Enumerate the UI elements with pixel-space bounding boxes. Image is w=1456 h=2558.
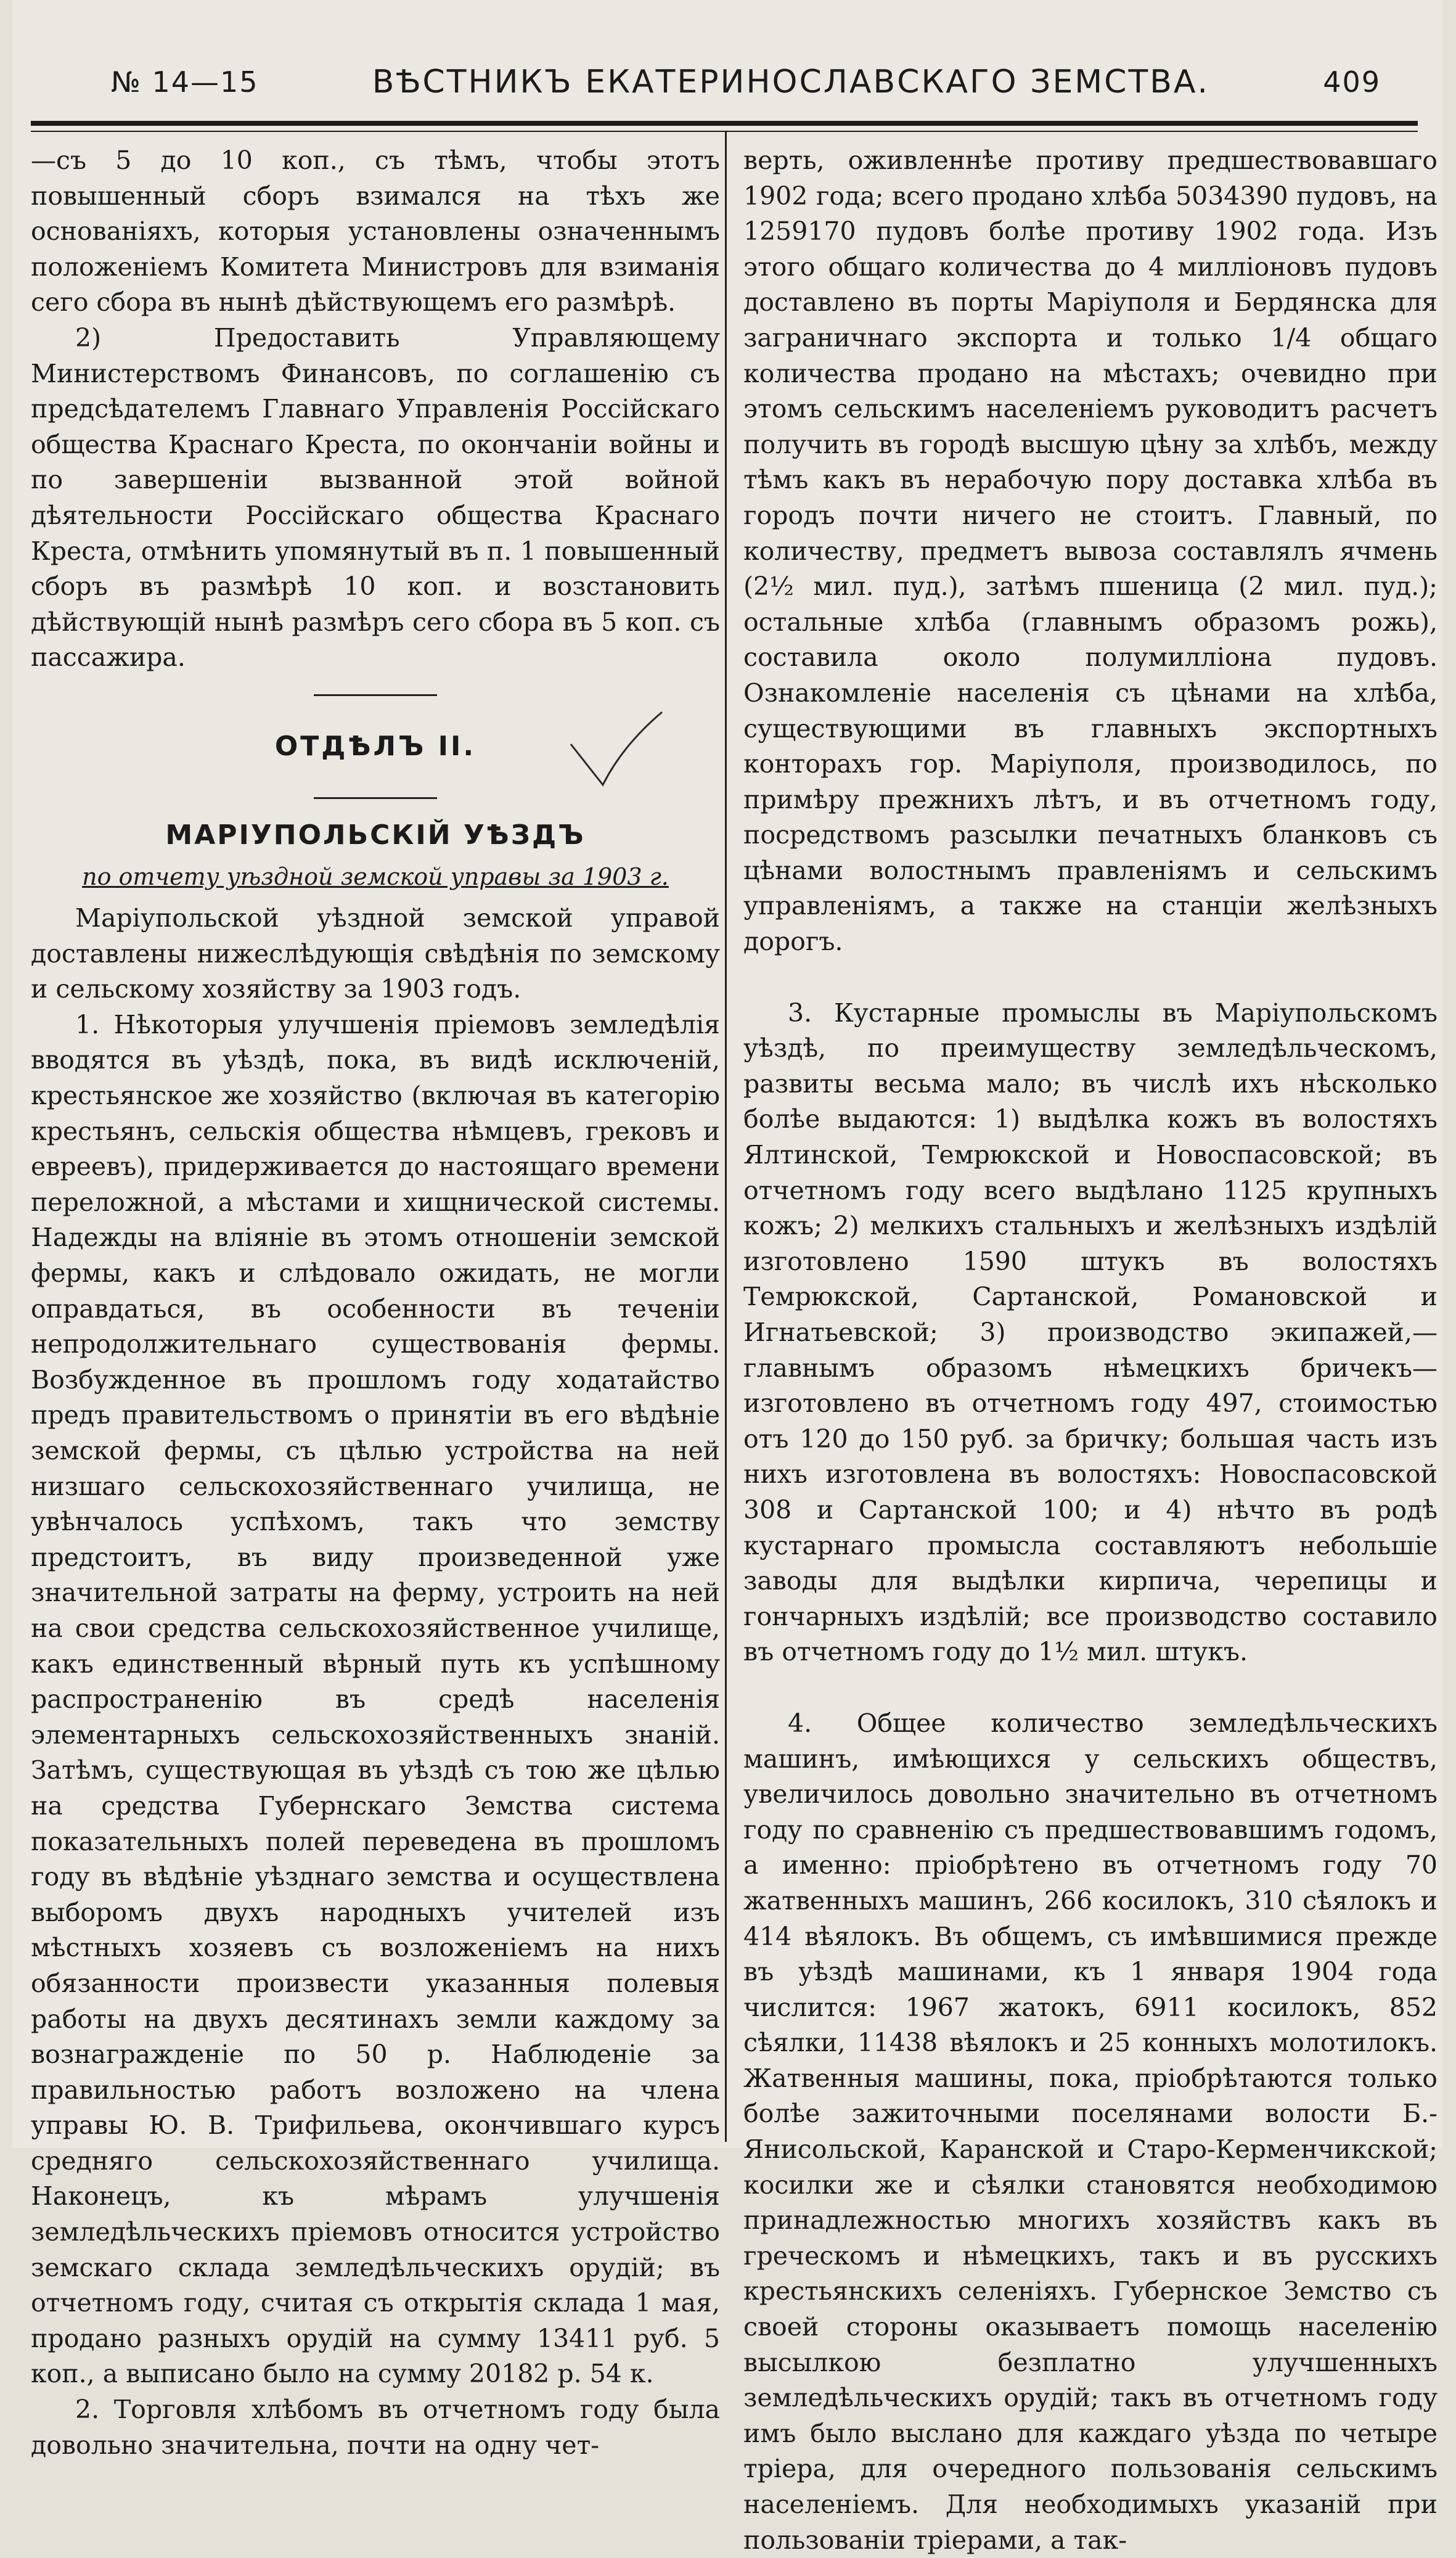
section-rule-bottom [314, 797, 437, 799]
section-title: ОТДѢЛЪ II. [274, 730, 476, 762]
paragraph-gap [743, 1670, 1438, 1706]
point-1-paragraph: 1. Нѣкоторыя улучшенія пріемовъ земледѣлія вводятся въ уѣздѣ, пока, въ видѣ исключеній, крестьянское же хозяйство (включая въ категорію крестьянъ, сельскія общества нѣмцевъ, грековъ и евреевъ), придерживается до настоящаго времени переложной, а мѣстами и хищнической системы. Надежды на вліяніе въ этомъ отношеніи земской фермы, какъ и слѣдовало ожидать, не могли оправдаться, въ особенности въ теченіи непродолжительнаго существованія фермы. Возбужденное въ прошломъ году ходатайство предъ правительствомъ о принятіи въ его вѣдѣніе земской фермы, съ цѣлью устройства на ней низшаго сельскохозяйственнаго училища, не увѣнчалось успѣхомъ, такъ что земству предстоитъ, въ виду произведенной уже значительной затраты на ферму, устроить на ней на свои средства сельскохозяйственное училище, какъ единственный вѣрный путь къ успѣшному распространенію въ средѣ населенія элементарныхъ сельскохозяйственныхъ знаній. Затѣмъ, существующая въ уѣздѣ съ тою же цѣлью на средства Губернскаго Земства система показательныхъ полей переведена въ прошломъ году въ вѣдѣніе уѣзднаго земства и осуществлена выборомъ двухъ народныхъ учителей изъ мѣстныхъ хозяевъ съ возложеніемъ на нихъ обязанности произвести указанныя полевыя работы на двухъ десятинахъ земли каждому за вознагражденіе по 50 р. Наблюденіе за правильностью работъ возложено на члена управы Ю. В. Трифильева, окончившаго курсъ средняго сельскохозяйственнаго училища. Наконецъ, къ мѣрамъ улучшенія земледѣльческихъ пріемовъ относится устройство земскаго склада земледѣльческихъ орудій; въ отчетномъ году, считая съ открытія склада 1 мая, продано разныхъ орудій на сумму 13411 руб. 5 коп., а выписано было на сумму 20182 р. 54 к. [31, 1009, 720, 2389]
section-heading [31, 715, 720, 779]
right-column [743, 143, 1438, 2558]
point-3-paragraph: 3. Кустарные промыслы въ Маріупольскомъ уѣздѣ, по преимуществу земледѣльческомъ, развиты весьма мало; въ числѣ ихъ нѣсколько болѣе выдаются: 1) выдѣлка кожъ въ волостяхъ Ялтинской, Темрюкской и Новоспасовской; въ отчетномъ году всего выдѣлано 1125 крупныхъ кожъ; 2) мелкихъ стальныхъ и желѣзныхъ издѣлій изготовлено 1590 штукъ въ волостяхъ Темрюкской, Сартанской, Романовской и Игнатьевской; 3) производство экипажей,—главнымъ образомъ нѣмецкихъ бричекъ—изготовлено въ отчетномъ году 497, стоимостью отъ 120 до 150 руб. за бричку; большая часть изъ нихъ изготовлена въ волостяхъ: Новоспасовской 308 и Сартанской 100; и 4) нѣчто въ родѣ кустарнаго промысла составляютъ небольшіе заводы для выдѣлки кирпича, черепицы и гончарныхъ издѣлій; все производство составило въ отчетномъ году до 1½ мил. штукъ. [743, 998, 1438, 1667]
checkmark-icon [567, 708, 666, 789]
point-2-paragraph-continued: верть, оживленнѣе противу предшествовавшаго 1902 года; всего продано хлѣба 5034390 пудовъ, на 1259170 пудовъ болѣе противу 1902 года. Изъ этого общаго количества до 4 милліоновъ пудовъ доставлено въ порты Маріуполя и Бердянска для заграничнаго экспорта и только 1/4 общаго количества продано на мѣстахъ; очевидно при этомъ сельскимъ населеніемъ руководитъ расчетъ получить въ городѣ высшую цѣну за хлѣбъ, между тѣмъ какъ въ нерабочую пору доставка хлѣба въ городъ почти ничего не стоитъ. Главный, по количеству, предметъ вывоза составлялъ ячмень (2½ мил. пуд.), затѣмъ пшеница (2 мил. пуд.); остальные хлѣба (главнымъ образомъ рожь), составила около полумилліона пудовъ. Ознакомленіе населенія съ цѣнами на хлѣба, существующими въ главныхъ экспортныхъ конторахъ гор. Маріуполя, производилось, по примѣру прежнихъ лѣтъ, и въ отчетномъ году, посредствомъ разсылки печатныхъ бланковъ съ цѣнами волостнымъ правленіямъ и сельскимъ управленіямъ, а также на станціи желѣзныхъ дорогъ. [743, 146, 1438, 957]
column-divider [725, 132, 727, 2142]
journal-title: ВѢСТНИКЪ ЕКАТЕРИНОСЛАВСКАГО ЗЕМСТВА. [372, 64, 1210, 100]
paragraph-gap [743, 960, 1438, 996]
county-title: МАРІУПОЛЬСКІЙ УѢЗДЪ [165, 819, 586, 851]
page-number: 409 [1323, 65, 1381, 99]
point-4-paragraph: 4. Общее количество земледѣльческихъ машинъ, имѣющихся у сельскихъ обществъ, увеличилось довольно значительно въ отчетномъ году по сравненію съ предшествовавшимъ годомъ, а именно: пріобрѣтено въ отчетномъ году 70 жатвенныхъ машинъ, 266 косилокъ, 310 сѣялокъ и 414 вѣялокъ. Въ общемъ, съ имѣвшимися прежде въ уѣздѣ машинами, къ 1 января 1904 года числится: 1967 жатокъ, 6911 косилокъ, 852 сѣялки, 11438 вѣялокъ и 25 конныхъ молотилокъ. Жатвенныя машины, пока, пріобрѣтаются только болѣе зажиточными поселянами волости Б.-Янисольской, Каранской и Старо-Керменчикской; косилки же и сѣялки становятся необходимою принадлежностью многихъ хозяйствъ какъ въ греческомъ и нѣмецкихъ, такъ и въ русскихъ крестьянскихъ селеніяхъ. Губернское Земство съ своей стороны оказываетъ помощь населенію высылкою безплатно улучшенныхъ земледѣльческихъ орудій; такъ въ отчетномъ году имъ было выслано для каждаго уѣзда по четыре тріера, для очередного пользованія сельскимъ населеніемъ. Для необходимыхъ указаній при пользованіи тріерами, а так- [743, 1708, 1438, 2555]
left-column [31, 143, 720, 2463]
report-subtitle: по отчету уѣздной земской управы за 1903 г. [82, 863, 669, 890]
paragraph-item-2: 2) Предоставить Управляющему Министерствомъ Финансовъ, по соглашенію съ предсѣдателемъ Главнаго Управленія Россійскаго общества Краснаго Креста, по окончаніи войны и по завершеніи вызванной этой войной дѣятельности Россійскаго общества Краснаго Креста, отмѣнить упомянутый въ п. 1 повышенный сборъ въ размѣрѣ 10 коп. и возстановить дѣйствующій нынѣ размѣръ сего сбора въ 5 коп. съ пассажира. [31, 322, 720, 673]
issue-number: № 14—15 [111, 65, 259, 99]
point-2-paragraph-start: 2. Торговля хлѣбомъ въ отчетномъ году была довольно значительна, почти на одну чет- [31, 2395, 720, 2460]
header-rule-thick [31, 121, 1418, 126]
page [12, 0, 1442, 2555]
paragraph-continued: —съ 5 до 10 коп., съ тѣмъ, чтобы этотъ повышенный сборъ взимался на тѣхъ же основаніяхъ, которыя установлены означеннымъ положеніемъ Комитета Министровъ для взиманія сего сбора въ нынѣ дѣйствующемъ его размѣрѣ. [31, 146, 720, 318]
section-rule-top [314, 694, 437, 696]
header-rule-thin [31, 131, 1418, 132]
intro-paragraph: Маріупольской уѣздной земской управой доставлены нижеслѣдующія свѣдѣнія по земскому и сельскому хозяйству за 1903 годъ. [31, 903, 720, 1004]
running-header [37, 54, 1418, 110]
